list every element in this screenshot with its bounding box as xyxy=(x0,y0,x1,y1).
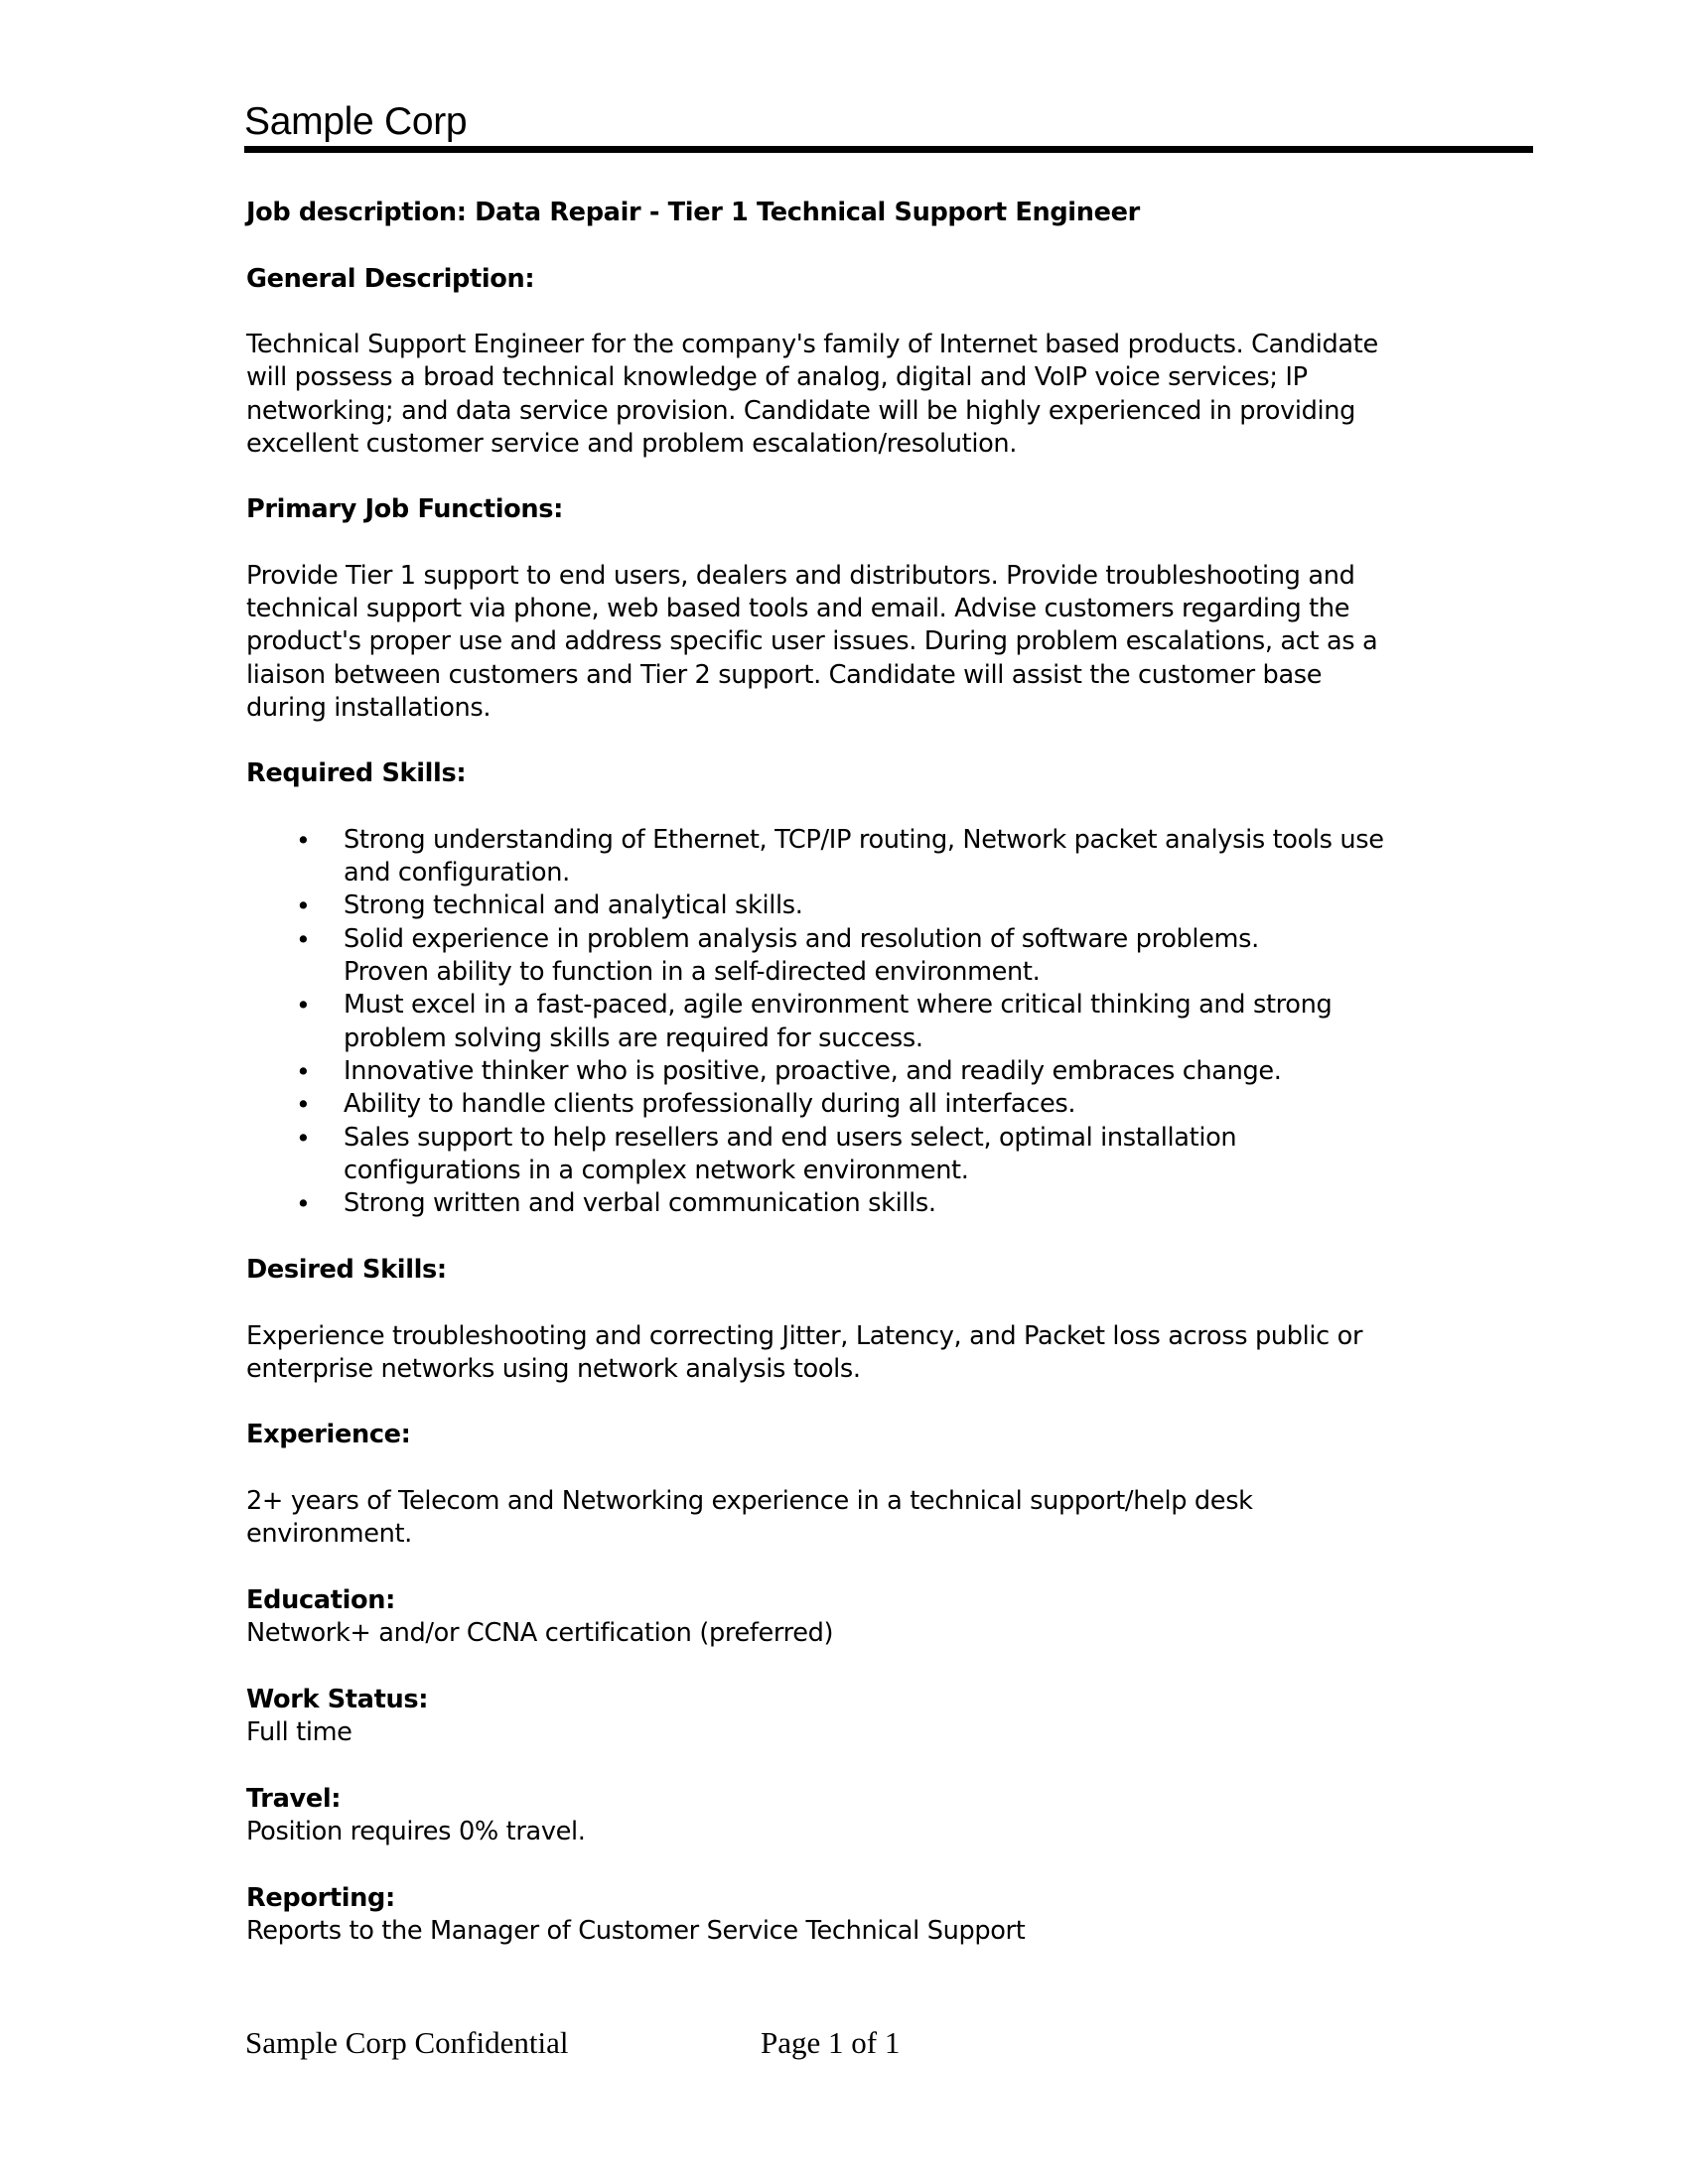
section-heading: Desired Skills: xyxy=(246,1255,447,1285)
company-title: Sample Corp xyxy=(244,100,468,143)
list-item-line: Ability to handle clients professionally during all interfaces. xyxy=(344,1089,1076,1119)
paragraph-line: networking; and data service provision. Candidate will be highly experienced in providing xyxy=(246,396,1356,426)
paragraph-line: excellent customer service and problem escalation/resolution. xyxy=(246,429,1018,459)
paragraph-line: Provide Tier 1 support to end users, dealers and distributors. Provide troubleshooting and xyxy=(246,561,1355,591)
header-rule xyxy=(244,146,1533,153)
paragraph-line: during installations. xyxy=(246,693,492,723)
list-item-line: Strong written and verbal communication skills. xyxy=(344,1188,936,1218)
list-item-line: problem solving skills are required for success. xyxy=(344,1024,923,1053)
footer-confidential: Sample Corp Confidential xyxy=(245,2025,569,2060)
footer-page-number: Page 1 of 1 xyxy=(761,2025,901,2060)
list-item-line: Solid experience in problem analysis and resolution of software problems. xyxy=(344,924,1259,954)
section-heading: Travel: xyxy=(246,1784,342,1814)
paragraph-line: product's proper use and address specific user issues. During problem escalations, act as a xyxy=(246,626,1378,656)
list-item-line: Strong understanding of Ethernet, TCP/IP routing, Network packet analysis tools use xyxy=(344,825,1384,855)
section-heading: Work Status: xyxy=(246,1685,429,1714)
bullet-icon: • xyxy=(296,891,311,920)
paragraph-line: 2+ years of Telecom and Networking experience in a technical support/help desk xyxy=(246,1486,1253,1516)
bullet-icon: • xyxy=(296,826,311,855)
paragraph-line: liaison between customers and Tier 2 support. Candidate will assist the customer base xyxy=(246,660,1323,690)
list-item-line: configurations in a complex network environment. xyxy=(344,1156,969,1185)
section-heading: Required Skills: xyxy=(246,758,467,788)
list-item-line: Proven ability to function in a self-directed environment. xyxy=(344,957,1041,987)
list-item-line: Must excel in a fast-paced, agile environment where critical thinking and strong xyxy=(344,990,1333,1020)
section-heading: Education: xyxy=(246,1585,396,1615)
list-item-line: Sales support to help resellers and end users select, optimal installation xyxy=(344,1123,1237,1153)
paragraph-line: Position requires 0% travel. xyxy=(246,1817,586,1846)
paragraph-line: technical support via phone, web based tools and email. Advise customers regarding the xyxy=(246,594,1350,623)
paragraph-line: environment. xyxy=(246,1519,412,1549)
list-item-line: Strong technical and analytical skills. xyxy=(344,890,803,920)
section-heading: General Description: xyxy=(246,264,535,294)
list-item-line: Innovative thinker who is positive, proactive, and readily embraces change. xyxy=(344,1056,1282,1086)
paragraph-line: will possess a broad technical knowledge of analog, digital and VoIP voice services; IP xyxy=(246,362,1308,392)
paragraph-line: Technical Support Engineer for the company's family of Internet based products. Candidate xyxy=(246,330,1378,359)
paragraph-line: enterprise networks using network analysis tools. xyxy=(246,1354,861,1384)
bullet-icon: • xyxy=(296,1189,311,1218)
section-heading: Primary Job Functions: xyxy=(246,494,564,524)
job-title: Job description: Data Repair - Tier 1 Technical Support Engineer xyxy=(246,198,1140,227)
bullet-icon: • xyxy=(296,925,311,954)
paragraph-line: Network+ and/or CCNA certification (preferred) xyxy=(246,1618,834,1648)
paragraph-line: Full time xyxy=(246,1717,352,1747)
list-item-line: and configuration. xyxy=(344,858,570,887)
section-heading: Experience: xyxy=(246,1420,411,1449)
bullet-icon: • xyxy=(296,1090,311,1119)
bullet-icon: • xyxy=(296,1057,311,1086)
paragraph-line: Experience troubleshooting and correcting Jitter, Latency, and Packet loss across public or xyxy=(246,1321,1363,1351)
bullet-icon: • xyxy=(296,991,311,1020)
section-heading: Reporting: xyxy=(246,1883,395,1913)
paragraph-line: Reports to the Manager of Customer Service Technical Support xyxy=(246,1916,1026,1946)
bullet-icon: • xyxy=(296,1124,311,1153)
